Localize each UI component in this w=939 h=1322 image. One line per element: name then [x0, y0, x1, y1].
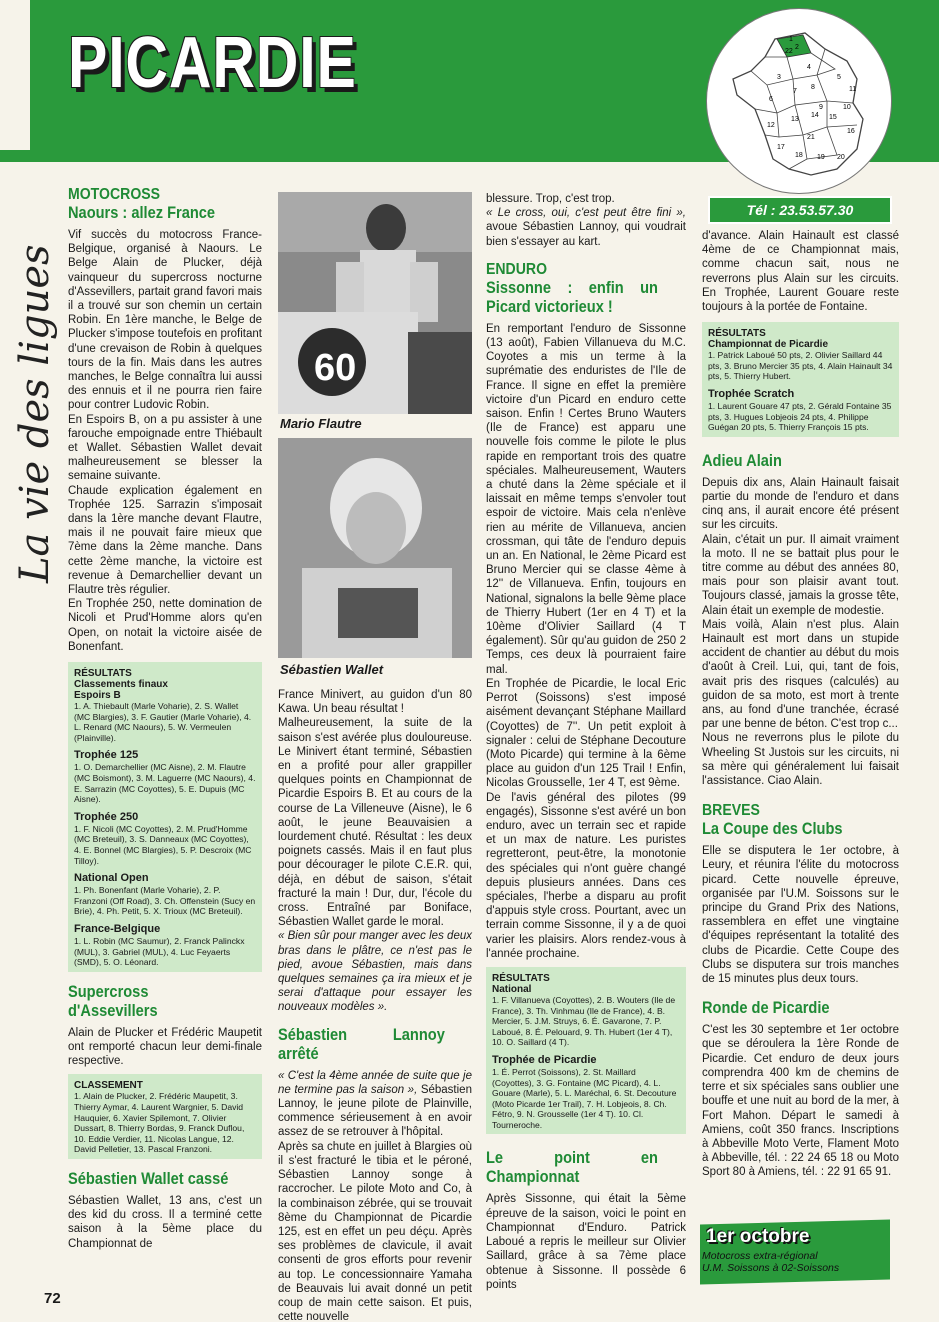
article-paragraph: blessure. Trop, c'est trop.: [486, 193, 615, 205]
results-box-sissonne: [486, 967, 686, 1135]
coupe-headline: La Coupe des Clubs: [702, 819, 843, 839]
map-region-number: 21: [807, 134, 815, 141]
map-region-number: 23: [873, 174, 881, 181]
results-section-title: Trophée 125: [74, 749, 139, 762]
article-paragraph: En Trophée 250, nette domination de Nicoli et Prud'Homme alors qu'en Open, on notait la victoire aisée de Bonenfant.: [68, 598, 262, 653]
sissonne-headline: Sissonne : enfin un Picard victorieux !: [486, 277, 658, 316]
ronde-headline: Ronde de Picardie: [702, 998, 830, 1018]
map-region-number: 2: [795, 44, 799, 51]
map-region-number: 5: [837, 74, 841, 81]
france-map-icon: [707, 9, 891, 193]
region-map: [706, 8, 892, 194]
young-rider-portrait-photo: [278, 438, 472, 658]
results-text: 1. Patrick Laboué 50 pts, 2. Olivier Saillard 44 pts, 3. Bruno Mercier 35 pts, 4. Alain Hainault 34 pts, 5. Thierry Hubert.: [708, 350, 893, 382]
map-region-number: 18: [795, 152, 803, 159]
results-section-title: Trophée 250: [74, 810, 139, 823]
supercross-headline: Supercross d'Assevillers: [68, 981, 158, 1020]
results-section-title: France-Belgique: [74, 923, 161, 935]
map-region-number: 8: [811, 84, 815, 91]
column-4: [702, 229, 899, 1180]
championnat-headline: Le point en Championnat: [486, 1148, 658, 1187]
article-quote: « Bien sûr pour manger avec les deux bras dans le plâtre, ce n'est pas le pied, avoue Sébastien, mais dans quelques semaines ça ira mieux et je serai d'attaque pour essayer les nouveaux modèles ».: [278, 930, 472, 1014]
article-paragraph: Après sa chute en juillet à Blargies où il s'est fracturé le tibia et le péroné, Sébastien Lannoy songe à raccrocher. Le pilote Moto and Co, à la combinaison zébrée, qui se trouvait 8ème du Championnat de Picardie 125, est en effet un peu déçu. Après ses problèmes de clavicule, il avait consenti de gros efforts pour revenir au top. Le concessionnaire Yamaha de Beauvais lui avait donné un petit coup de main cette saison. Et puis, cette nouvelle: [278, 1140, 472, 1322]
article-paragraph: Alain de Plucker et Frédéric Maupetit ont remporté chacun leur demi-finale respective.: [68, 1026, 262, 1068]
date-line: U.M. Soissons à 02-Soissons: [702, 1262, 840, 1274]
article-paragraph: Chaude explication également en Trophée 125. Sarrazin s'imposait dans la 1ère manche devant Flautre, mais il ne pouvait faire mieux que 7ème dans la 2ème manche. Dans cette 2ème manche, la victoire est revenue à Demarchellier devant un Flautre très régulier.: [68, 484, 262, 597]
article-paragraph: C'est les 30 septembre et 1er octobre que se déroulera la 1ère Ronde de Picardie. Cet enduro de deux jours comprendra 400 km de chemins de terre et six spéciales sans oublier une bouffe et une nuit au bord de la mer, à Fort Mahon. Départ le samedi à Amiens, coût 350 francs. Inscriptions à Abbeville Moto Verte, Flament Moto à Abbeville, tél. : 22 24 65 18 ou Moto Sport 80 à Amiens, tél. : 22 91 65 91.: [702, 1024, 899, 1179]
phone-banner: Tél : 23.53.57.30: [708, 196, 892, 224]
article-paragraph: Sébastien Wallet, 13 ans, c'est un des kid du cross. Il a terminé cette saison à la 5ème place du Championnat de: [68, 1194, 262, 1250]
results-title: RÉSULTATS: [708, 328, 766, 340]
map-region-number: 1: [789, 36, 793, 43]
results-box-naours: [68, 662, 262, 972]
results-text: 1. Ph. Bonenfant (Marle Voharie), 2. P. Franzoni (Off Road), 3. Ch. Offenstein (Sucy en Brie), 4. Ph. Petit, 5. X. Trioux (MC Breteuil).: [74, 885, 256, 917]
map-region-number: 14: [811, 112, 819, 119]
results-text: 1. É. Perrot (Soissons), 2. St. Maillard (Coyottes), 3. G. Fontaine (MC Picard), 4. L. Gouare (Marle), 5. L. Maréchal, 6. St. Decouture (Moto Picarde 1er Trail), 7. H. Lobjeois, 8. Ch. Fétro, 9. N. Grousselle (1er 4 T). 10. Cl. Tourneroche.: [492, 1066, 677, 1130]
column-2: [278, 688, 472, 1322]
column-1: [68, 186, 262, 1251]
bike-number: 60: [314, 347, 357, 389]
photo-caption-flautre: Mario Flautre: [280, 416, 362, 431]
map-region-number: 16: [847, 128, 855, 135]
breves-kicker: BREVES: [702, 802, 760, 820]
map-region-number: 4: [807, 64, 811, 71]
article-paragraph: Après Sissonne, qui était la 5ème épreuve de la saison, voici le point en Championnat d'Enduro. Patrick Laboué a repris le meilleur sur Olivier Saillard, grâce à sa 7ème place obtenue à Sissonne. Il possède 6 points: [486, 1193, 686, 1291]
article-quote: « C'est la 4ème année de suite que je ne termine pas la saison »,: [278, 1069, 472, 1096]
article-paragraph: Mais voilà, Alain n'est plus. Alain Hainault est mort dans un stupide accident de chantier au début du mois d'août à Creil. Lui, qui, tant de fois, avait pris des risques (calculés) au guidon de sa moto, est mort à trente ans, au fond d'une tranchée, écrasé par une benne de béton. C'est trop c...: [702, 618, 899, 731]
page-number: 72: [44, 1290, 61, 1307]
results-text: 1. F. Villanueva (Coyottes), 2. B. Wouters (Ile de France), 3. Th. Vinhmau (Ile de France), 4. B. Mercier, 5. J.M. Struys, 6. É. Gavarone, 7. P. Laboué, 8. É. Pelouard, 9. Th. Hubert (1er 4 T), 10. O. Saillard (4 T).: [492, 994, 676, 1048]
map-region-number: 12: [767, 122, 775, 129]
map-region-number: 11: [849, 86, 857, 93]
article-paragraph: Alain, c'était un pur. Il aimait vraiment la moto. Il ne se battait plus pour le titre comme au début des années 80, mais pour son plaisir avant tout. Toujours classé, jamais la grosse tête, Alain était un exemple de modestie.: [702, 533, 899, 617]
photo-sebastien-wallet: [278, 438, 472, 658]
article-paragraph: Vif succès du motocross France-Belgique, organisé à Naours. Le Belge Alain de Plucker, déjà vainqueur du supercross nocturne d'Assevillers, partait grand favori mais il a trouvé sur son chemin un certain Robin. En 1ère manche, le Belge de Plucker s'impose toutefois en profitant d'une crevaison de Robin à quelques tours de la fin. Mais dans les autres manches, le Belge connaîtra lui aussi des ennuis et il ne pourra rien faire pour contrer Ludovic Robin.: [68, 229, 262, 412]
results-text: 1. Laurent Gouare 47 pts, 2. Gérald Fontaine 35 pts, 3. Hugues Lobjeois 24 pts, 4. Philippe Guégan 20 pts, 5. Thierry François 15 pts.: [708, 401, 892, 433]
results-text: 1. A. Thiebault (Marle Voharie), 2. S. Wallet (MC Blargies), 3. F. Gautier (Marle Voharie), 4. L. Renard (MC Naours), 5. W. Vermeulen (Plainville).: [74, 701, 252, 743]
article-paragraph: d'avance. Alain Hainault est classé 4ème de ce Championnat mais, comme chacun sait, nous ne reverrons plus Alain sur les circuits. En Trophée, Laurent Gouare reste toujours à la portée de Fontaine.: [702, 230, 899, 314]
photo-caption-wallet: Sébastien Wallet: [280, 662, 384, 677]
column-3: [486, 192, 686, 1292]
article-text: avoue Sébastien Lannoy, qui voudrait bien s'essayer au kart.: [486, 221, 686, 248]
results-text: 1. L. Robin (MC Saumur), 2. Franck Palinckx (MUL), 3. Gabriel (MUL), 4. Luc Feyaerts (SMD), 5. O. Léonard.: [74, 936, 245, 968]
results-box-championnat: [702, 322, 899, 437]
classement-box: [68, 1074, 262, 1159]
results-subtitle: Classements finaux: [74, 679, 168, 691]
results-section-title: National: [492, 983, 532, 995]
date-banner-subtitle: [702, 1250, 839, 1274]
map-region-number: 7: [793, 88, 797, 95]
map-region-number: 19: [817, 154, 825, 161]
article-paragraph: Malheureusement, la suite de la saison s'est avérée plus douloureuse. Le Minivert étant terminé, Sébastien en a profité pour aller grappiller quelques points en Championnat de Picardie Espoirs B. Et au cours de la course de La Villeneuve (Aisne), le 6 août, le jeune Beauvaisien a lourdement chuté. Résultat : les deux poignets cassés. Mais il en faut plus pour décourager le pilote C.E.R. qui, déjà, en début de saison, s'était fracturé la main ! Dur, dur, l'école du cross. Entraîné par Boniface, Sébastien Wallet garde le moral.: [278, 717, 472, 929]
article-paragraph: Depuis dix ans, Alain Hainault faisait partie du monde de l'enduro et dans cinq ans, il aurait encore été présent sur les circuits.: [702, 476, 899, 532]
article-text: Sébastien Lannoy, le jeune pilote de Plainville, commence sérieusement à en avoir assez de se retrouver à l'hôpital.: [278, 1083, 472, 1139]
results-title: RÉSULTATS: [74, 668, 132, 680]
results-text: 1. F. Nicoli (MC Coyottes), 2. M. Prud'Homme (MC Breteuil), 3. S. Danneaux (MC Coyottes), 4. E. Bonnel (MC Blargies), 5. P. Descroix (MC Tilloy).: [74, 823, 252, 866]
map-region-number: 20: [837, 154, 845, 161]
motocross-kicker: MOTOCROSS: [68, 186, 161, 203]
map-region-number: 17: [777, 144, 785, 151]
wallet-headline: Sébastien Wallet cassé: [68, 1168, 229, 1188]
map-region-number: 22: [785, 48, 793, 55]
article-paragraph: En Trophée de Picardie, le local Eric Perrot (Soissons) s'est imposé aisément devançant Stéphane Maillard (Coyottes) de 7''. Un petit exploit à signaler : celui de Stéphane Decouture (Moto Picarde) qui termine à la 6ème place au guidon d'un 125 Trail ! Enfin, Nicolas Grousselle, 1er 4 T, est 9ème.: [486, 677, 686, 790]
enduro-kicker: ENDURO: [486, 260, 548, 278]
lannoy-headline: Sébastien Lannoy arrêté: [278, 1024, 445, 1063]
results-section-title: National Open: [74, 872, 149, 885]
results-section-title: Espoirs B: [74, 690, 121, 702]
results-section-title: Trophée Scratch: [708, 388, 795, 400]
section-script-label: [0, 160, 58, 600]
map-region-number: 10: [843, 104, 851, 111]
map-region-number: 9: [819, 104, 823, 111]
classement-text: 1. Alain de Plucker, 2. Frédéric Maupetit, 3. Thierry Aymar, 4. Laurent Wargnier, 5. David Hauquier, 6. Xavier Spilemont, 7. Olivier Dussart, 8. Thierry Bordas, 9. Franck Duflou, 10. Eddie Verdier, 11. Nicolas Langue, 12. David Pelletier, 13. Pascal Franzoni.: [74, 1091, 245, 1155]
results-title: RÉSULTATS: [492, 972, 550, 984]
map-region-number: 3: [777, 74, 781, 81]
article-paragraph: Nous ne reverrons plus le pilote du Wheeling St Justois sur les circuits, ni sa mère qui généralement lui faisait l'assistance. Ciao Alain.: [702, 732, 899, 788]
vertical-script-text: La vie des ligues: [12, 244, 58, 583]
map-region-number: 6: [769, 96, 773, 103]
date-line: Motocross extra-régional: [702, 1250, 818, 1262]
article-paragraph: En remportant l'enduro de Sissonne (13 août), Fabien Villanueva du M.C. Coyotes a mis un terme à la suprématie des enduristes de l'Ile de France. Il signe en effet la première victoire d'un Picard en enduro cette saison. Enfin ! Certes Bruno Wauters (Ile de France) est apparu une nouvelle fois comme le pilote le plus rapide en remportant trois des quatre spéciales. Malheureusement, Wauters a chuté dans la 2ème spéciale et il laissait en même temps s'envoler tout espoir de victoire. Mais cela n'enlève rien au mérite de Villanueva, ancien crossman, qui tâte de l'enduro depuis un an. En National, le 2ème Picard est Bruno Mercier qui se classe 4ème à 12'' de Villanueva. Enfin, toujours en National, signalons la belle 9ème place de Thierry Hubert (1er en 4 T) et la 10ème d'Olivier Saillard (4 T également). Sûr qu'au guidon de 250 2 Temps, ces deux là pourraient faire mal.: [486, 322, 686, 676]
photo-mario-flautre: [278, 192, 472, 414]
article-paragraph: De l'avis général des pilotes (99 engagés), Sissonne s'est avéré un bon enduro, avec un terrain sec et rapide et un max de nature. Les puristes regretteront, peut-être, la monotonie des spéciales qui n'ont guère changé depuis plusieurs années. Dans ces spéciales, l'herbe a disparu au profit d'appuis style cross. Pourtant, avec un terrain comme Sissonne, il y a de quoi varier les plaisirs. Alors rendez-vous à l'année prochaine.: [486, 791, 686, 960]
page-title: PICARDIE: [68, 23, 357, 103]
naours-headline: Naours : allez France: [68, 203, 216, 222]
article-paragraph: En Espoirs B, on a pu assister à une farouche empoignade entre Thiébault et Wallet. Sébastien Wallet devait malheureusement se blesser la semaine suivante.: [68, 413, 262, 483]
article-paragraph: Elle se disputera le 1er octobre, à Leury, et réunira l'élite du motocross picard. Cette nouvelle épreuve, organisée par l'U.M. Soissons sur le principe du Grand Prix des Nations, rassemblera en effet une vingtaine d'équipes représentant la totalité des clubs de Picardie. Cette Coupe des Clubs se disputera sur trois manches de 15 minutes plus deux tours.: [702, 845, 899, 986]
results-section-title: Trophée de Picardie: [492, 1053, 597, 1066]
article-quote: « Le cross, oui, c'est peut être fini »,: [486, 207, 686, 220]
article-paragraph: France Minivert, au guidon d'un 80 Kawa. Un beau résultat !: [278, 689, 472, 716]
adieu-headline: Adieu Alain: [702, 450, 782, 470]
classement-title: CLASSEMENT: [74, 1080, 143, 1092]
results-subtitle: Championnat de Picardie: [708, 339, 829, 351]
map-region-number: 13: [791, 116, 799, 123]
motocross-rider-photo: [278, 192, 472, 414]
map-region-number: 15: [829, 114, 837, 121]
date-banner-title: 1er octobre: [706, 1226, 810, 1247]
results-text: 1. O. Demarchellier (MC Aisne), 2. M. Flautre (MC Boismont), 3. M. Laguerre (MC Naours), 4. E. Sarrazin (MC Coyottes), 5. E. Dupuis (MC Aisne).: [74, 762, 256, 805]
